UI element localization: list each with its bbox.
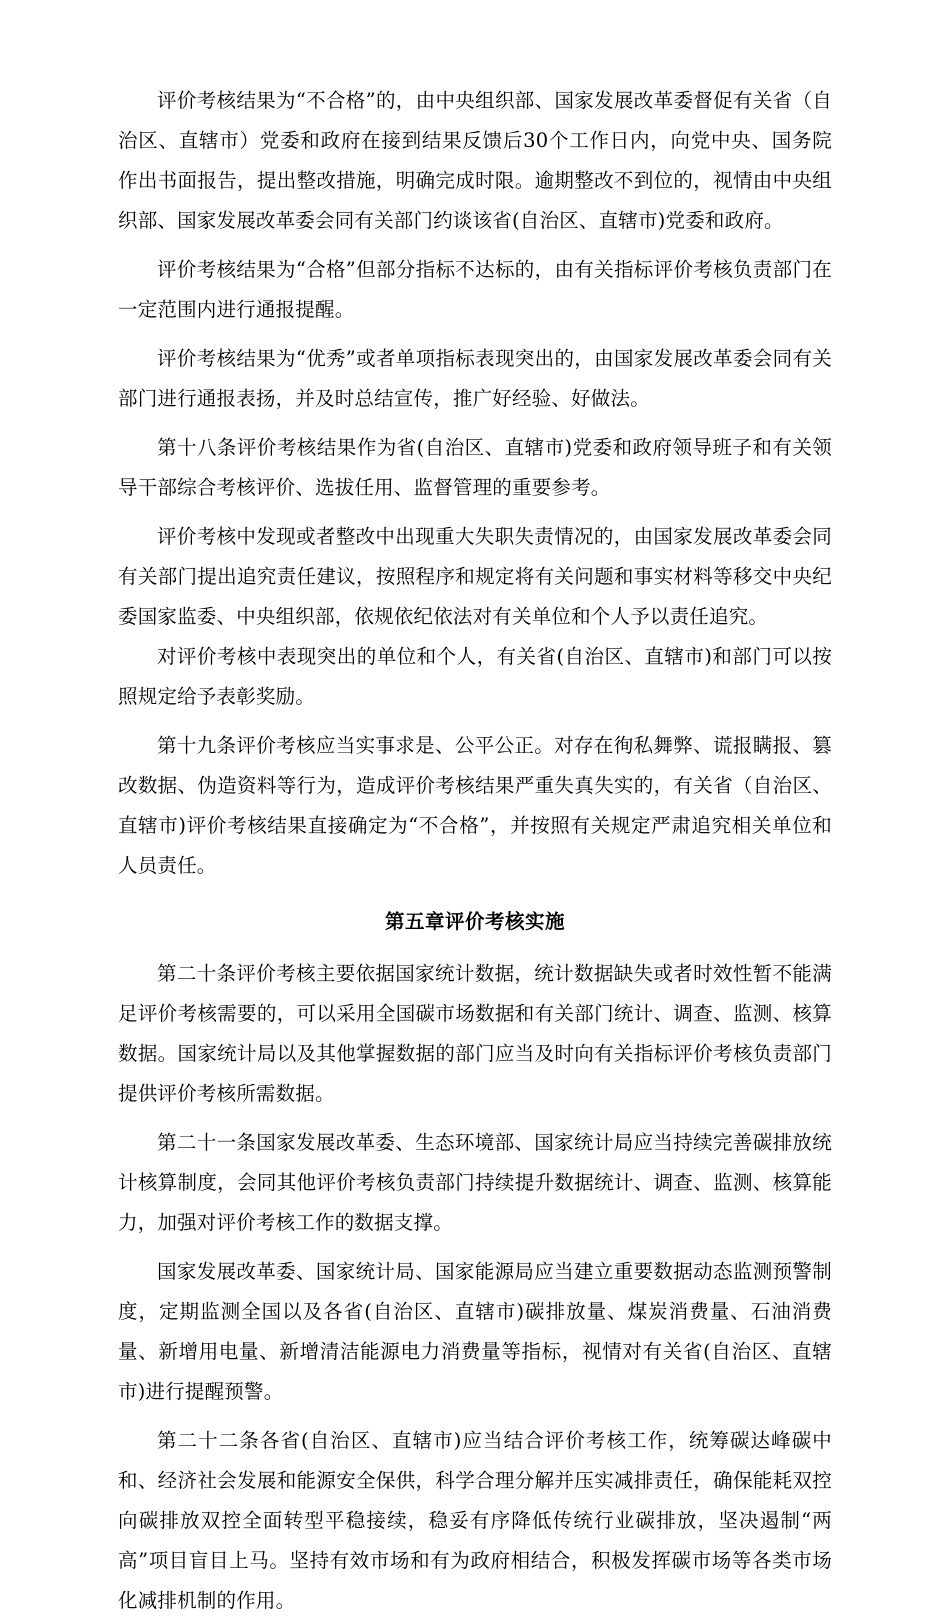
paragraph: 评价考核结果为“优秀”或者单项指标表现突出的，由国家发展改革委会同有关部门进行通报表扬，并及时总结宣传，推广好经验、好做法。 <box>118 347 832 410</box>
paragraph: 第十九条评价考核应当实事求是、公平公正。对存在徇私舞弊、谎报瞒报、篡改数据、伪造资料等行为，造成评价考核结果严重失真失实的，有关省（自治区、直辖市)评价考核结果直接确定为“不合格”，并按照有关规定严肃追究相关单位和人员责任。 <box>118 734 832 877</box>
paragraph: 评价考核结果为“不合格”的，由中央组织部、国家发展改革委督促有关省（自治区、直辖市）党委和政府在接到结果反馈后30个工作日内，向党中央、国务院作出书面报告，提出整改措施，明确完成时限。逾期整改不到位的，视情由中央组织部、国家发展改革委会同有关部门约谈该省(自治区、直辖市)党委和政府。 <box>118 89 832 232</box>
paragraph: 第二十二条各省(自治区、直辖市)应当结合评价考核工作，统筹碳达峰碳中和、经济社会发展和能源安全保供，科学合理分解并压实减排责任，确保能耗双控向碳排放双控全面转型平稳接续，稳妥有序降低传统行业碳排放，坚决遏制“两高”项目盲目上马。坚持有效市场和有为政府相结合，积极发挥碳市场等各类市场化减排机制的作用。 <box>118 1429 832 1612</box>
paragraph: 第二十一条国家发展改革委、生态环境部、国家统计局应当持续完善碳排放统计核算制度，会同其他评价考核负责部门持续提升数据统计、调查、监测、核算能力，加强对评价考核工作的数据支撑。 <box>118 1131 832 1234</box>
document-body <box>118 81 832 1621</box>
paragraph: 评价考核结果为“合格”但部分指标不达标的，由有关指标评价考核负责部门在一定范围内进行通报提醒。 <box>118 258 832 321</box>
paragraph: 第十八条评价考核结果作为省(自治区、直辖市)党委和政府领导班子和有关领导干部综合考核评价、选拔任用、监督管理的重要参考。 <box>118 436 832 499</box>
chapter-heading: 第五章评价考核实施 <box>384 910 565 933</box>
paragraph: 国家发展改革委、国家统计局、国家能源局应当建立重要数据动态监测预警制度，定期监测全国以及各省(自治区、直辖市)碳排放量、煤炭消费量、石油消费量、新增用电量、新增清洁能源电力消费量等指标，视情对有关省(自治区、直辖市)进行提醒预警。 <box>118 1260 832 1403</box>
paragraph: 评价考核中发现或者整改中出现重大失职失责情况的，由国家发展改革委会同有关部门提出追究责任建议，按照程序和规定将有关问题和事实材料等移交中央纪委国家监委、中央组织部，依规依纪依法对有关单位和个人予以责任追究。 <box>118 525 832 628</box>
paragraph: 对评价考核中表现突出的单位和个人，有关省(自治区、直辖市)和部门可以按照规定给予表彰奖励。 <box>118 645 832 708</box>
paragraph: 第二十条评价考核主要依据国家统计数据，统计数据缺失或者时效性暂不能满足评价考核需要的，可以采用全国碳市场数据和有关部门统计、调查、监测、核算数据。国家统计局以及其他掌握数据的部门应当及时向有关指标评价考核负责部门提供评价考核所需数据。 <box>118 962 832 1105</box>
